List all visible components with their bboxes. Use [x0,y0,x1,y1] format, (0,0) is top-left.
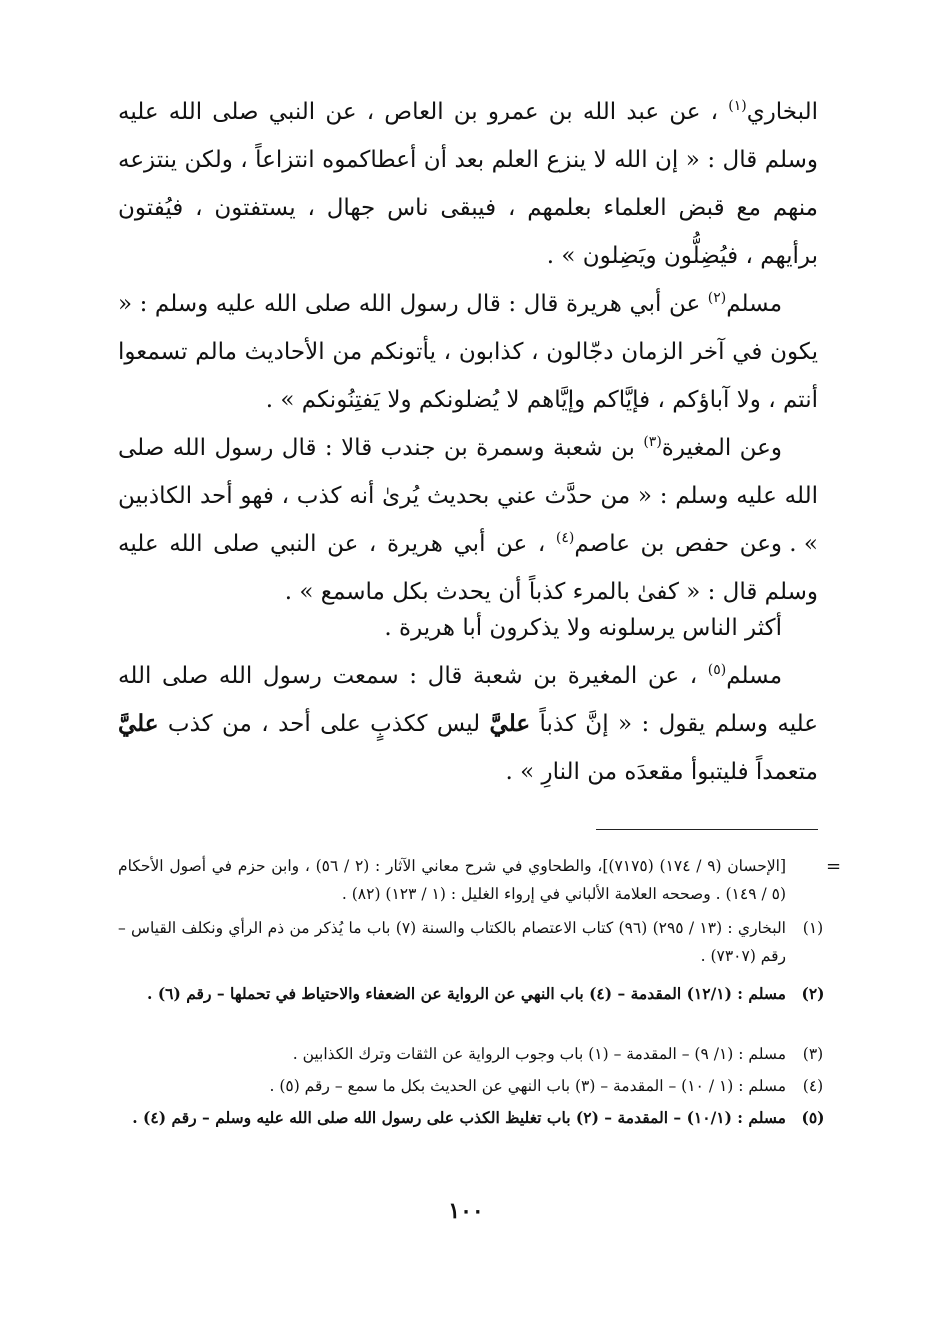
footnote-number-1: (١) [802,919,824,937]
paragraph-6-emphasis-2: عليَّ [118,710,159,737]
footnote-ref-4[interactable]: (٤) [555,530,575,546]
footnote-1: البخاري : (١٣ / ٢٩٥) (٩٦) كتاب الاعتصام بالكتاب والسنة (٧) باب ما يُذكر من ذم الرأي ونكلف القياس – رقم (٧٣٠٧) . [118,919,786,965]
paragraph-2-text: عن أبي هريرة قال : قال رسول الله صلى الله عليه وسلم : « يكون في آخر الزمان دجّالون ، كذابون ، يأتونكم من الأحاديث مالم تسمعوا أنتم ، ولا آباؤكم ، فإيَّاكم وإيَّاهم لا يُضلونكم ولا يَفتِنُونكم » . [118,291,818,413]
paragraph-3-lead: وعن المغيرة [661,435,783,461]
footnote-4: مسلم : (١ / ١٠) – المقدمة – (٣) باب النهي عن الحديث بكل ما سمع – رقم (٥) . [269,1077,786,1095]
footnote-3: مسلم : (١/ ٩) – المقدمة – (١) باب وجوب الرواية عن الثقات وترك الكذابين . [292,1045,786,1063]
paragraph-6-text-b: ليس ككذبٍ على أحد ، من كذب [158,711,490,737]
paragraph-6 [118,652,818,796]
paragraph-3-text: بن شعبة وسمرة بن جندب قالا : قال رسول الله صلى الله عليه وسلم : « من حدَّث عني بحديث يُرىٰ أنه كذب ، فهو أحد الكاذبين » . [118,435,818,557]
page-number: ١٠٠ [448,1198,484,1224]
footnote-number-4: (٤) [802,1077,824,1095]
paragraph-6-text-c: متعمداً فليتبوأ مقعدَه من النارِ » . [505,759,818,785]
footnote-continuation-mark: = [826,856,842,877]
footnote-number-5: (٥) [801,1108,825,1127]
footnote-5: مسلم : (١٠/١) – المقدمة – (٢) باب تغليظ الكذب على رسول الله صلى الله عليه وسلم – رقم (٤) . [132,1108,786,1127]
paragraph-2 [118,280,818,424]
paragraph-1-lead: البخاري [746,99,818,125]
footnote-continuation: [الإحسان (٩ / ١٧٤) (٧١٧٥)]، والطحاوي في شرح معاني الآثار : (٢ / ٥٦) ، وابن حزم في أصول الأحكام (٥ / ١٤٩) . وصححه العلامة الألباني في إرواء الغليل : (١ / ١٢٣) (٨٢) . [118,857,787,903]
footnote-ref-5[interactable]: (٥) [707,662,727,678]
paragraph-4-lead: وعن حفص بن عاصم [574,531,783,557]
paragraph-5 [118,604,818,652]
footnote-ref-3[interactable]: (٣) [643,434,662,450]
paragraph-1-text: ، عن عبد الله بن عمرو بن العاص ، عن النبي صلى الله عليه وسلم قال : « إن الله لا ينزع العلم بعد أن أعطاكموه انتزاعاً ، ولكن ينتزعه منهم مع قبض العلماء بعلمهم ، فيبقى ناس جهال ، يستفتون ، فيُفتون برأيهم ، فيُضِلُّون ويَضِلون » . [118,99,818,269]
paragraph-6-lead: مسلم [726,663,783,689]
paragraph-5-text: أكثر الناس يرسلونه ولا يذكرون أبا هريرة . [384,615,782,641]
paragraph-2-lead: مسلم [726,291,783,317]
paragraph-6-text-a: ، عن المغيرة بن شعبة قال : سمعت رسول الله صلى الله عليه وسلم يقول : « إنَّ كذباً [118,663,818,737]
footnote-ref-1[interactable]: (١) [728,98,747,114]
footnote-separator [596,829,818,830]
paragraph-4 [118,520,818,616]
footnote-2: مسلم : (١٢/١) المقدمة – (٤) باب النهي عن الرواية عن الضعفاء والاحتياط في تحملها – رقم (٦) . [147,984,786,1003]
footnote-number-2: (٢) [801,984,825,1003]
footnote-ref-2[interactable]: (٢) [707,290,727,306]
paragraph-1 [118,88,818,280]
paragraph-4-text: ، عن أبي هريرة ، عن النبي صلى الله عليه وسلم قال : « كفىٰ بالمرء كذباً أن يحدث بكل ماسمع » . [118,531,818,605]
paragraph-6-emphasis-1: عليَّ [489,710,531,737]
footnote-number-3: (٣) [802,1045,824,1063]
